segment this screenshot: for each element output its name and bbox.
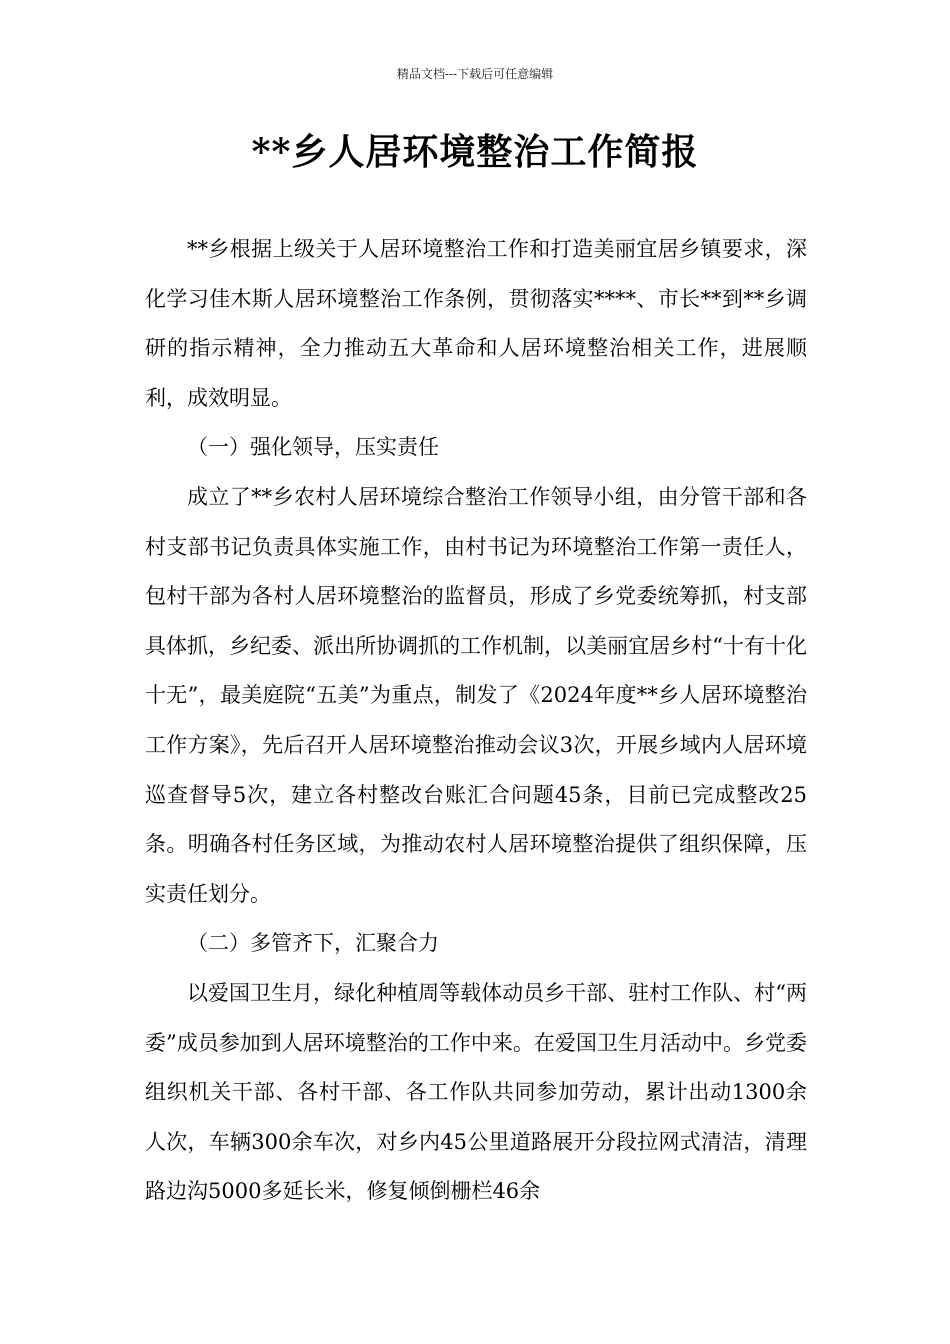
document-body	[145, 225, 807, 1217]
document-title: **乡人居环境整治工作简报	[251, 131, 699, 173]
section-heading-2: （二）多管齐下，汇聚合力	[187, 931, 439, 956]
section-heading-1: （一）强化领导，压实责任	[187, 435, 439, 460]
section-2-paragraph: 以爱国卫生月，绿化种植周等载体动员乡干部、驻村工作队、村“两委”成员参加到人居环境整治的工作中来。在爱国卫生月活动中。乡党委组织机关干部、各村干部、各工作队共同参加劳动，累计出动1300余人次，车辆300余车次，对乡内45公里道路展开分段拉网式清洁，清理路边沟5000多延长米，修复倾倒栅栏46余	[145, 980, 807, 1204]
intro-paragraph: **乡根据上级关于人居环境整治工作和打造美丽宜居乡镇要求，深化学习佳木斯人居环境整治工作条例，贯彻落实****、市长**到**乡调研的指示精神，全力推动五大革命和人居环境整治相关工作，进展顺利，成效明显。	[145, 237, 807, 410]
section-1-paragraph: 成立了**乡农村人居环境综合整治工作领导小组，由分管干部和各村支部书记负责具体实施工作，由村书记为环境整治工作第一责任人，包村干部为各村人居环境整治的监督员，形成了乡党委统筹抓，村支部具体抓，乡纪委、派出所协调抓的工作机制，以美丽宜居乡村“十有十化十无”，最美庭院“五美”为重点，制发了《2024年度**乡人居环境整治工作方案》，先后召开人居环境整治推动会议3次，开展乡域内人居环境巡查督导5次，建立各村整改台账汇合问题45条，目前已完成整改25条。明确各村任务区域，为推动农村人居环境整治提供了组织保障，压实责任划分。	[145, 484, 807, 906]
header-note: 精品文档---下载后可任意编辑	[396, 67, 554, 81]
